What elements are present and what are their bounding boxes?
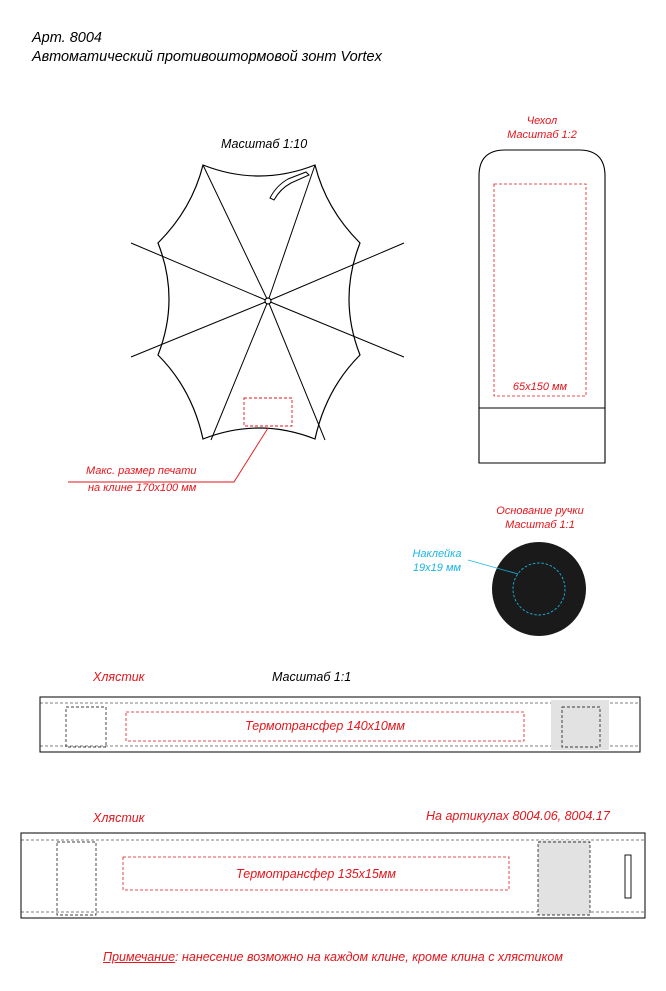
umbrella-strap: [270, 172, 309, 200]
umbrella-print-area: [244, 398, 292, 426]
strap-1-transfer-label: Термотрансфер 140х10мм: [245, 719, 405, 733]
product-title: Автоматический противоштормовой зонт Vortex: [32, 49, 382, 65]
strap-2-label: Хлястик: [93, 811, 145, 825]
handle-base-scale: Масштаб 1:1: [505, 519, 575, 531]
strap-1-scale-label: Масштаб 1:1: [272, 670, 352, 684]
handle-base-circle: [492, 542, 586, 636]
strap-2-transfer-label: Термотрансфер 135х15мм: [236, 867, 396, 881]
note-text: : нанесение возможно на каждом клине, кроме клина с хлястиком: [175, 950, 563, 964]
print-size-label-line1: Макс. размер печати: [86, 465, 197, 477]
cover-drawing: [479, 150, 605, 463]
umbrella-scale-label: Масштаб 1:10: [221, 137, 308, 151]
strap-1-label: Хлястик: [93, 670, 145, 684]
note-prefix: Примечание: [103, 950, 176, 964]
strap-2-velcro-right-fill: [538, 840, 590, 915]
umbrella-top-view: [131, 165, 404, 440]
sticker-label-line1: Наклейка: [412, 548, 462, 560]
print-size-label-line2: на клине 170х100 мм: [88, 482, 197, 494]
article-number: Арт. 8004: [32, 30, 102, 46]
handle-base-drawing: [468, 542, 586, 636]
cover-outline: [479, 150, 605, 463]
handle-base-title: Основание ручки: [496, 505, 584, 517]
footer-note: [0, 950, 666, 964]
cover-scale: Масштаб 1:2: [507, 129, 577, 141]
umbrella-center-cap: [265, 298, 271, 304]
cover-area-label: 65х150 мм: [512, 381, 568, 393]
cover-title: Чехол: [526, 115, 558, 127]
strap-2-articles-label: На артикулах 8004.06, 8004.17: [426, 809, 610, 823]
sticker-label-line2: 19х19 мм: [412, 562, 462, 574]
cover-print-area: [494, 184, 586, 396]
